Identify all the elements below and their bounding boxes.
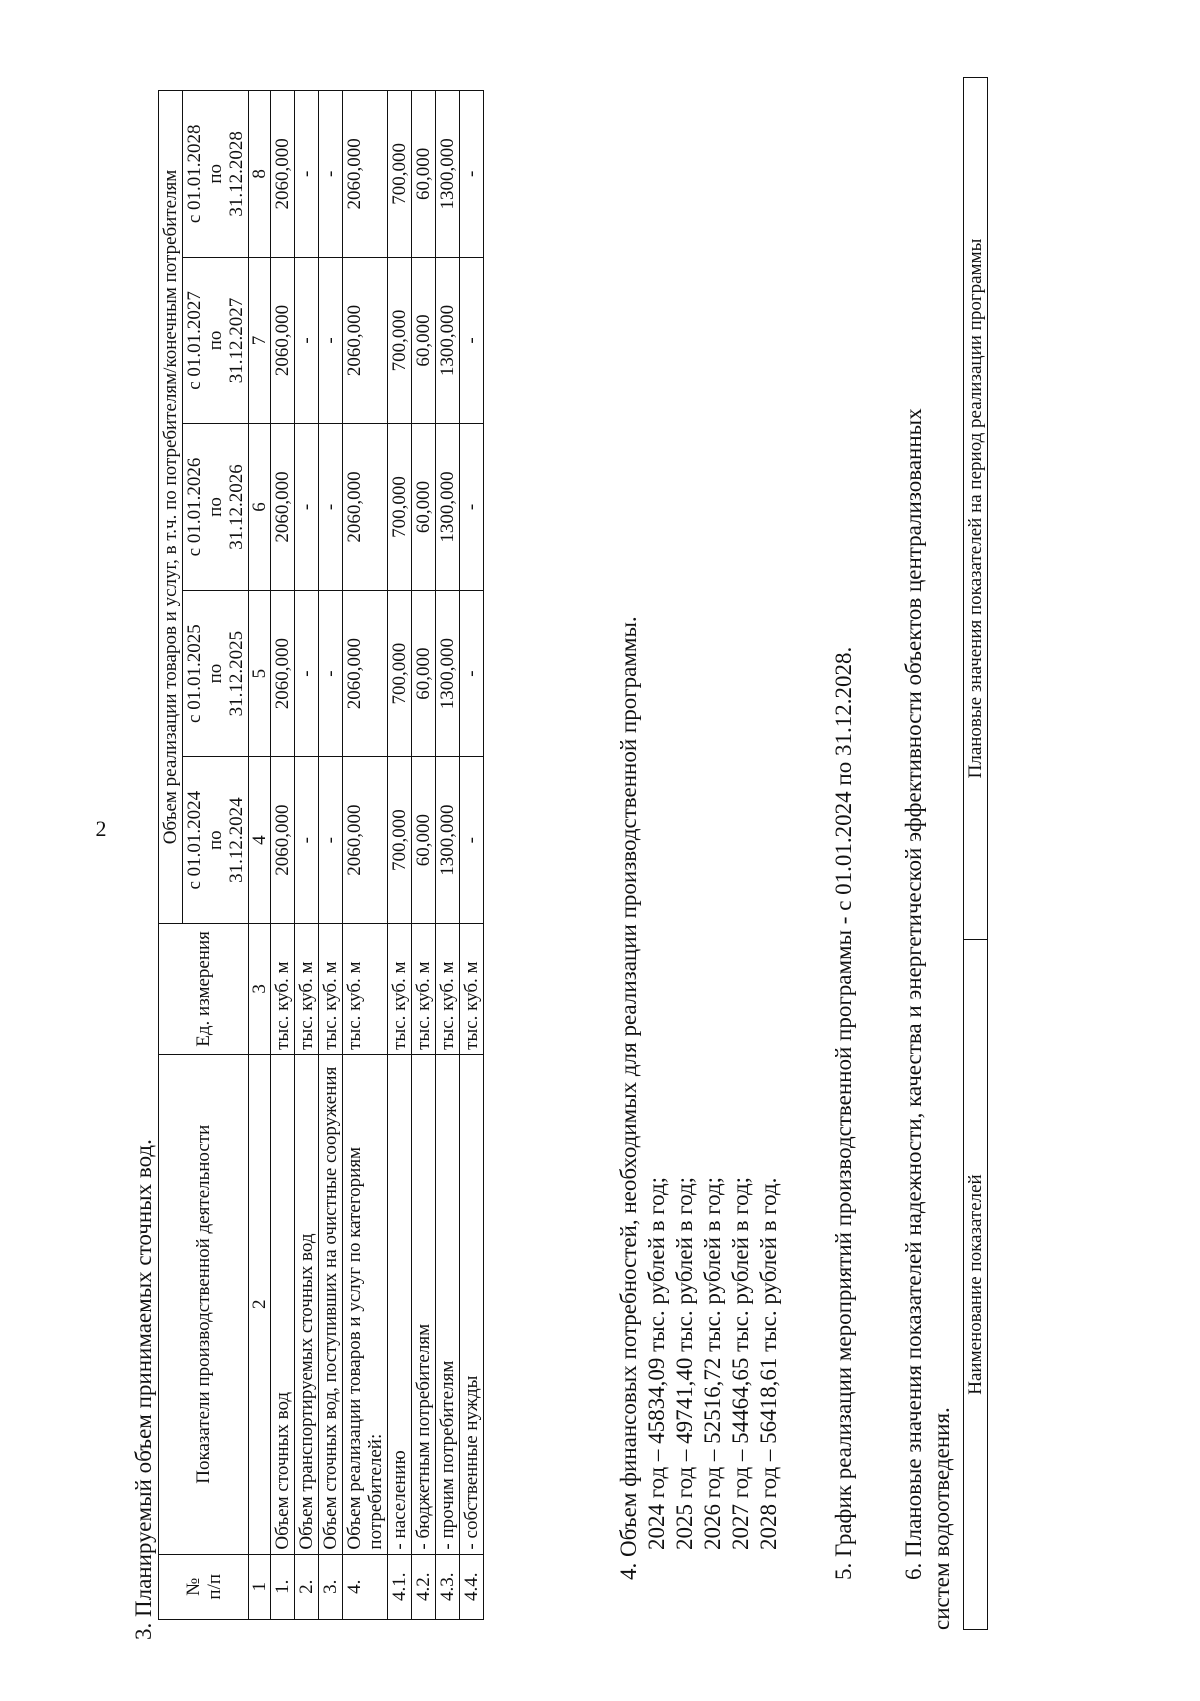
row-value: 1300,000 (436, 757, 460, 924)
row-value: 2060,000 (343, 424, 388, 591)
finance-line: 2024 год – 45834,09 тыс. рублей в год; (644, 1176, 669, 1550)
row-unit: тыс. куб. м (436, 923, 460, 1054)
finance-line: 2026 год – 52516,72 тыс. рублей в год; (700, 1176, 725, 1550)
finance-line: 2025 год – 49741,40 тыс. рублей в год; (672, 1176, 697, 1550)
row-value: 2060,000 (343, 757, 388, 924)
row-value: 1300,000 (436, 590, 460, 757)
column-number: 3 (249, 923, 271, 1054)
row-value: - (319, 424, 343, 591)
table-row (436, 91, 460, 1620)
landscape-content (130, 80, 1130, 1640)
row-number: 1. (271, 1554, 295, 1619)
finance-line: 2028 год – 56418,61 тыс. рублей в год. (756, 1177, 781, 1550)
table-row (271, 91, 295, 1620)
row-unit: тыс. куб. м (319, 923, 343, 1054)
table-header-row (964, 78, 988, 1630)
row-unit: тыс. куб. м (295, 923, 319, 1054)
row-number: 4.4. (460, 1554, 484, 1619)
column-number: 7 (249, 257, 271, 424)
row-indicator: Объем сточных вод (271, 1054, 295, 1554)
column-number: 2 (249, 1054, 271, 1554)
row-value: - (295, 91, 319, 258)
row-value: 2060,000 (271, 424, 295, 591)
row-value: 60,000 (412, 590, 436, 757)
row-value: 700,000 (388, 424, 412, 591)
row-value: - (460, 757, 484, 924)
column-number-row (249, 91, 271, 1620)
section-4 (615, 616, 783, 1580)
row-indicator: - прочим потребителям (436, 1054, 460, 1554)
page-number: 2 (95, 816, 107, 841)
column-number: 5 (249, 590, 271, 757)
row-value: 700,000 (388, 91, 412, 258)
header-planned-values: Плановые значения показателей на период реализации программы (964, 78, 988, 940)
section-3-title: 3. Планируемый объем принимаемых сточных вод. (131, 1139, 156, 1640)
section-6-title-line1: 6. Плановые значения показателей надежности, качества и энергетической эффективности объектов централизованных (901, 408, 926, 1580)
header-period: с 01.01.2027 по 31.12.2027 (183, 257, 249, 424)
row-value: 700,000 (388, 757, 412, 924)
table-row (343, 91, 388, 1620)
row-value: 1300,000 (436, 91, 460, 258)
row-indicator: Объем транспортируемых сточных вод (295, 1054, 319, 1554)
row-value: 2060,000 (343, 257, 388, 424)
row-number: 4.2. (412, 1554, 436, 1619)
row-indicator: - бюджетным потребителям (412, 1054, 436, 1554)
row-number: 4.3. (436, 1554, 460, 1619)
row-value: 2060,000 (343, 91, 388, 258)
row-value: 2060,000 (271, 257, 295, 424)
wastewater-volume-table (158, 90, 484, 1620)
finance-line: 2027 год – 54464,65 тыс. рублей в год; (728, 1176, 753, 1550)
section-6-title-line2: систем водоотведения. (929, 1407, 954, 1630)
row-value: 1300,000 (436, 424, 460, 591)
row-unit: тыс. куб. м (412, 923, 436, 1054)
row-value: 2060,000 (271, 590, 295, 757)
row-value: - (319, 757, 343, 924)
row-value: - (295, 424, 319, 591)
row-value: - (460, 424, 484, 591)
row-unit: тыс. куб. м (388, 923, 412, 1054)
row-value: - (295, 757, 319, 924)
section-6 (900, 20, 956, 1630)
table-row (319, 91, 343, 1620)
row-indicator: - собственные нужды (460, 1054, 484, 1554)
column-number: 1 (249, 1554, 271, 1619)
header-group: Объем реализации товаров и услуг, в т.ч. по потребителям/конечным потребителям (159, 91, 183, 924)
row-value: 1300,000 (436, 257, 460, 424)
table-row (460, 91, 484, 1620)
row-value: 700,000 (388, 590, 412, 757)
row-number: 3. (319, 1554, 343, 1619)
header-indicator: Показатели производственной деятельности (159, 1054, 249, 1554)
row-indicator: - населению (388, 1054, 412, 1554)
header-period: с 01.01.2025 по 31.12.2025 (183, 590, 249, 757)
row-value: - (295, 257, 319, 424)
header-period: с 01.01.2026 по 31.12.2026 (183, 424, 249, 591)
row-value: - (460, 590, 484, 757)
row-value: 60,000 (412, 91, 436, 258)
row-value: - (319, 590, 343, 757)
row-value: 60,000 (412, 257, 436, 424)
header-period: с 01.01.2028 по 31.12.2028 (183, 91, 249, 258)
header-indicator-name: Наименование показателей (964, 940, 988, 1630)
table-row (295, 91, 319, 1620)
column-number: 4 (249, 757, 271, 924)
row-value: 60,000 (412, 757, 436, 924)
table-header-row (159, 91, 183, 1620)
header-period: с 01.01.2024 по 31.12.2024 (183, 757, 249, 924)
row-value: - (460, 91, 484, 258)
row-value: - (319, 91, 343, 258)
row-value: - (295, 590, 319, 757)
row-value: 60,000 (412, 424, 436, 591)
table-row (388, 91, 412, 1620)
row-value: 700,000 (388, 257, 412, 424)
row-number: 4.1. (388, 1554, 412, 1619)
row-value: - (319, 257, 343, 424)
section-4-title: 4. Объем финансовых потребностей, необходимых для реализации производственной программы. (616, 616, 641, 1580)
row-value: 2060,000 (271, 757, 295, 924)
header-num: № п/п (159, 1554, 249, 1619)
row-unit: тыс. куб. м (271, 923, 295, 1054)
column-number: 8 (249, 91, 271, 258)
row-unit: тыс. куб. м (460, 923, 484, 1054)
row-indicator: Объем реализации товаров и услуг по категориям потребителей: (343, 1054, 388, 1554)
row-unit: тыс. куб. м (343, 923, 388, 1054)
header-unit: Ед. измерения (159, 923, 249, 1054)
row-value: 2060,000 (343, 590, 388, 757)
row-number: 4. (343, 1554, 388, 1619)
table-row (412, 91, 436, 1620)
row-value: 2060,000 (271, 91, 295, 258)
reliability-indicators-table (963, 77, 988, 1630)
row-indicator: Объем сточных вод, поступивших на очистные сооружения (319, 1054, 343, 1554)
section-5-title: 5. График реализации мероприятий производственной программы - с 01.01.2024 по 31.12.2028. (831, 646, 856, 1580)
row-value: - (460, 257, 484, 424)
row-number: 2. (295, 1554, 319, 1619)
column-number: 6 (249, 424, 271, 591)
table-body (271, 91, 484, 1620)
